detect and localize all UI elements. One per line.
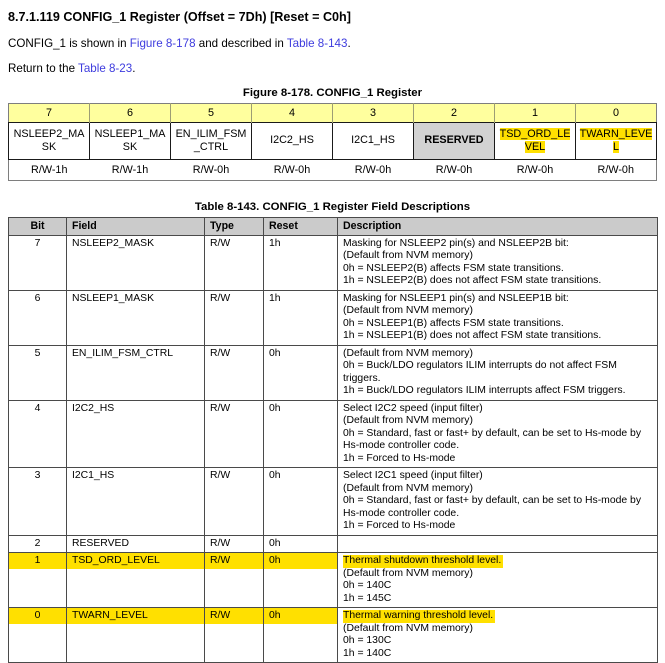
regmap-field-name xyxy=(9,123,90,160)
regmap-bit-number: 5 xyxy=(171,104,252,123)
cell-field-text: TSD_ORD_LEVEL xyxy=(67,553,204,569)
highlighted-text: Thermal shutdown threshold level. xyxy=(343,555,502,566)
table-row xyxy=(9,345,658,400)
text-run: CONFIG_1 is shown in xyxy=(8,37,130,50)
table-row xyxy=(9,608,658,663)
regmap-bit-number: 6 xyxy=(90,104,171,123)
table-row xyxy=(9,400,658,468)
regmap-field-label: NSLEEP2_MASK xyxy=(13,127,85,153)
regmap-access-value: R/W-0h xyxy=(171,160,252,181)
desc-line: 0h = NSLEEP2(B) affects FSM state transitions. xyxy=(343,262,564,274)
desc-line: Masking for NSLEEP2 pin(s) and NSLEEP2B bit: xyxy=(343,237,569,249)
desc-line: 0h = Standard, fast or fast+ by default, can be set to Hs-mode by Hs-mode controller code. xyxy=(343,427,642,451)
cell-type xyxy=(205,535,264,553)
regmap-field-label: EN_ILIM_FSM_CTRL xyxy=(175,127,247,153)
regmap-access-value: R/W-1h xyxy=(90,160,171,181)
regmap-access-value: R/W-0h xyxy=(576,160,657,181)
register-map-table xyxy=(8,103,657,181)
regmap-access-value: R/W-0h xyxy=(333,160,414,181)
regmap-field-label: TWARN_LEVEL xyxy=(579,127,653,153)
cell-description xyxy=(338,290,658,345)
regmap-field-name xyxy=(171,123,252,160)
regmap-access-value: R/W-1h xyxy=(9,160,90,181)
cell-type-text: R/W xyxy=(210,470,231,481)
cell-field-text: I2C2_HS xyxy=(72,402,115,414)
cell-field xyxy=(67,235,205,290)
cell-field-text: RESERVED xyxy=(72,537,129,549)
regmap-field-label: NSLEEP1_MASK xyxy=(94,127,166,153)
cell-field-text: EN_ILIM_FSM_CTRL xyxy=(72,347,174,359)
cell-bit-text: 6 xyxy=(34,292,41,304)
intro-paragraph xyxy=(8,37,657,50)
cell-description xyxy=(338,608,658,663)
cell-field-text: NSLEEP1_MASK xyxy=(72,292,155,304)
cell-reset-text: 0h xyxy=(264,553,337,569)
table-row xyxy=(9,535,658,553)
cell-bit-text: 5 xyxy=(34,347,41,359)
cell-type xyxy=(205,235,264,290)
field-descriptions-table xyxy=(8,217,658,663)
desc-line: Select I2C1 speed (input filter) xyxy=(343,470,483,481)
desc-line: 1h = Buck/LDO regulators ILIM interrupts affect FSM triggers. xyxy=(343,385,626,396)
cell-reset xyxy=(264,535,338,553)
regmap-field-name xyxy=(90,123,171,160)
table-row xyxy=(9,553,658,608)
desc-line: (Default from NVM memory) xyxy=(343,567,473,579)
regmap-bit-number: 1 xyxy=(495,104,576,123)
regmap-access-value: R/W-0h xyxy=(252,160,333,181)
cell-field xyxy=(67,608,205,663)
cell-bit xyxy=(9,468,67,536)
return-paragraph xyxy=(8,62,657,75)
desc-line xyxy=(343,610,652,623)
header-label: Field xyxy=(72,220,97,232)
desc-line: (Default from NVM memory) xyxy=(343,415,473,426)
regmap-access-value: R/W-0h xyxy=(414,160,495,181)
regmap-bit-number: 4 xyxy=(252,104,333,123)
text-run: . xyxy=(347,37,351,50)
cell-type xyxy=(205,345,264,400)
cell-reset xyxy=(264,608,338,663)
cell-bit xyxy=(9,608,67,663)
regmap-field-label: TSD_ORD_LEVEL xyxy=(499,127,571,153)
field-table-header-cell xyxy=(205,218,264,236)
cell-field-text: I2C1_HS xyxy=(72,470,115,481)
cell-reset-text: 0h xyxy=(269,402,281,414)
cell-type xyxy=(205,290,264,345)
cell-bit xyxy=(9,400,67,468)
cell-field xyxy=(67,345,205,400)
cell-bit xyxy=(9,553,67,608)
cell-description xyxy=(338,235,658,290)
cell-reset-text: 0h xyxy=(264,608,337,624)
desc-line: 0h = Standard, fast or fast+ by default, can be set to Hs-mode by Hs-mode controller code. xyxy=(343,495,642,519)
field-table-header-cell xyxy=(264,218,338,236)
cell-type-text: R/W xyxy=(205,608,263,624)
regmap-field-row xyxy=(9,123,657,160)
cell-bit-text: 7 xyxy=(34,237,41,249)
cell-type-text: R/W xyxy=(210,237,231,249)
header-label: Description xyxy=(343,220,402,232)
cell-bit-text: 1 xyxy=(9,553,66,569)
doc-link[interactable]: Table 8-23 xyxy=(78,62,133,75)
table-row xyxy=(9,235,658,290)
regmap-access-value: R/W-0h xyxy=(495,160,576,181)
cell-type xyxy=(205,553,264,608)
desc-line: Select I2C2 speed (input filter) xyxy=(343,402,483,414)
regmap-bit-number: 3 xyxy=(333,104,414,123)
regmap-bit-row xyxy=(9,104,657,123)
cell-bit-text: 4 xyxy=(34,402,41,414)
field-table-header-cell xyxy=(338,218,658,236)
header-label: Reset xyxy=(269,220,298,232)
desc-line: 1h = 140C xyxy=(343,647,392,659)
header-label: Type xyxy=(210,220,234,232)
desc-line: (Default from NVM memory) xyxy=(343,305,473,316)
cell-bit xyxy=(9,235,67,290)
doc-link[interactable]: Table 8-143 xyxy=(286,37,348,50)
regmap-bit-number: 2 xyxy=(414,104,495,123)
field-table-body xyxy=(9,235,658,663)
desc-line: 0h = NSLEEP1(B) affects FSM state transitions. xyxy=(343,317,564,329)
cell-bit xyxy=(9,345,67,400)
regmap-field-label: RESERVED xyxy=(424,134,484,147)
cell-description xyxy=(338,535,658,553)
cell-bit xyxy=(9,290,67,345)
regmap-bit-number: 7 xyxy=(9,104,90,123)
regmap-field-name xyxy=(495,123,576,160)
cell-description xyxy=(338,468,658,536)
field-table-header-cell xyxy=(67,218,205,236)
highlighted-text: Thermal warning threshold level. xyxy=(343,610,494,621)
cell-reset xyxy=(264,235,338,290)
cell-type xyxy=(205,400,264,468)
cell-description xyxy=(338,345,658,400)
regmap-field-name xyxy=(252,123,333,160)
desc-line: 0h = 140C xyxy=(343,580,392,591)
desc-line: 0h = Buck/LDO regulators ILIM interrupts do not affect FSM triggers. xyxy=(343,360,617,384)
regmap-field-name xyxy=(414,123,495,160)
figure-caption: Figure 8-178. CONFIG_1 Register xyxy=(242,87,423,99)
desc-line: (Default from NVM memory) xyxy=(343,622,473,634)
cell-reset xyxy=(264,400,338,468)
cell-field xyxy=(67,535,205,553)
cell-field-text: NSLEEP2_MASK xyxy=(72,237,155,249)
cell-type xyxy=(205,608,264,663)
cell-bit xyxy=(9,535,67,553)
cell-field xyxy=(67,553,205,608)
cell-type-text: R/W xyxy=(210,402,231,414)
cell-description xyxy=(338,400,658,468)
cell-bit-text: 0 xyxy=(9,608,66,624)
field-table-header-cell xyxy=(9,218,67,236)
desc-line: 1h = Forced to Hs-mode xyxy=(343,452,456,464)
desc-line: (Default from NVM memory) xyxy=(343,347,473,359)
desc-line xyxy=(343,555,652,568)
regmap-field-name xyxy=(333,123,414,160)
desc-line: (Default from NVM memory) xyxy=(343,250,473,261)
regmap-bit-number: 0 xyxy=(576,104,657,123)
cell-field xyxy=(67,468,205,536)
cell-reset-text: 0h xyxy=(269,537,281,549)
cell-reset xyxy=(264,553,338,608)
desc-line: 0h = 130C xyxy=(343,635,392,646)
desc-line: Masking for NSLEEP1 pin(s) and NSLEEP1B bit: xyxy=(343,292,569,304)
desc-line: 1h = NSLEEP1(B) does not affect FSM state transitions. xyxy=(343,330,602,341)
cell-type xyxy=(205,468,264,536)
cell-description xyxy=(338,553,658,608)
cell-reset-text: 0h xyxy=(269,470,281,481)
cell-reset-text: 0h xyxy=(269,347,281,359)
cell-field xyxy=(67,400,205,468)
desc-line: 1h = Forced to Hs-mode xyxy=(343,520,456,531)
cell-reset xyxy=(264,468,338,536)
cell-reset-text: 1h xyxy=(269,237,281,249)
table-row xyxy=(9,290,658,345)
field-table-header-row xyxy=(9,218,658,236)
text-run: Return to the xyxy=(8,62,79,75)
cell-type-text: R/W xyxy=(210,537,231,549)
doc-link[interactable]: Figure 8-178 xyxy=(129,37,196,50)
cell-bit-text: 3 xyxy=(34,470,41,481)
header-label: Bit xyxy=(30,220,45,232)
text-run: and described in xyxy=(195,37,287,50)
cell-type-text: R/W xyxy=(210,292,231,304)
cell-type-text: R/W xyxy=(210,347,231,359)
cell-reset xyxy=(264,290,338,345)
regmap-access-row xyxy=(9,160,657,181)
cell-bit-text: 2 xyxy=(34,537,41,549)
regmap-field-label: I2C2_HS xyxy=(270,134,314,147)
desc-line: 1h = 145C xyxy=(343,592,392,604)
regmap-field-label: I2C1_HS xyxy=(351,134,395,147)
desc-line: (Default from NVM memory) xyxy=(343,482,473,494)
desc-line: 1h = NSLEEP2(B) does not affect FSM state transitions. xyxy=(343,275,602,286)
section-heading: 8.7.1.119 CONFIG_1 Register (Offset = 7Dh) [Reset = C0h] xyxy=(8,10,351,24)
cell-reset-text: 1h xyxy=(269,292,281,304)
cell-type-text: R/W xyxy=(205,553,263,569)
table-row xyxy=(9,468,658,536)
cell-field-text: TWARN_LEVEL xyxy=(67,608,204,624)
text-run: . xyxy=(132,62,136,75)
cell-reset xyxy=(264,345,338,400)
cell-field xyxy=(67,290,205,345)
table-caption: Table 8-143. CONFIG_1 Register Field Descriptions xyxy=(194,201,471,213)
regmap-field-name xyxy=(576,123,657,160)
